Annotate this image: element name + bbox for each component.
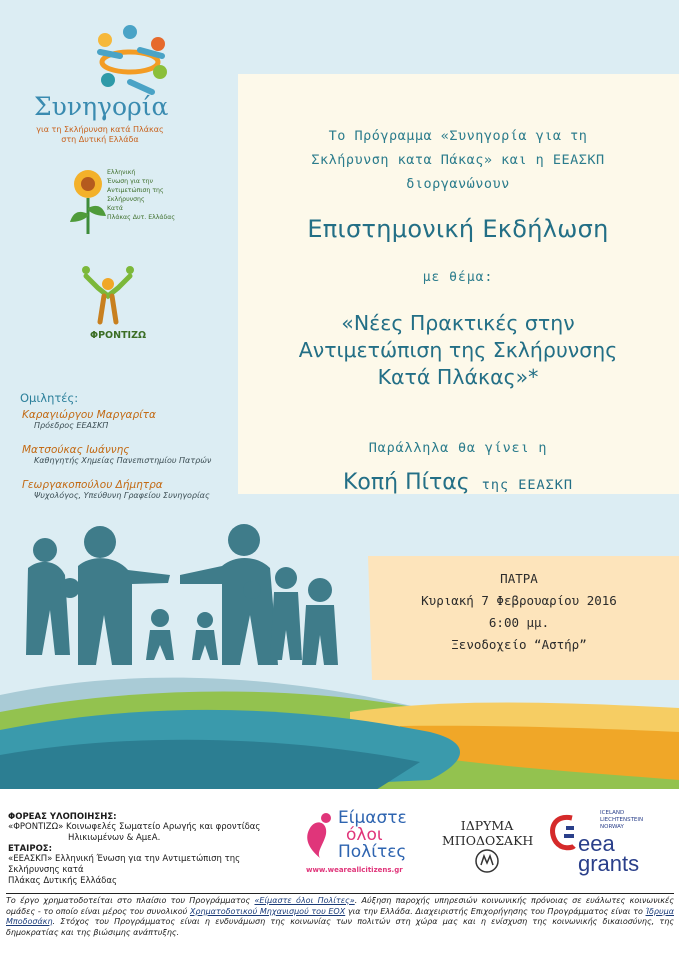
- bodossaki-logo: [442, 818, 532, 848]
- partner-text-line: Πλάκας Δυτικής Ελλάδας: [8, 876, 117, 886]
- event-city: ΠΑΤΡΑ: [500, 571, 538, 586]
- speaker-name: Καραγιώργου Μαργαρίτα: [22, 409, 156, 421]
- wearea-line: όλοι: [346, 825, 383, 845]
- partner-line: Ένωση για την: [107, 178, 153, 185]
- synigoria-logo-icon: [70, 22, 190, 102]
- pita-title: Κοπή Πίτας: [343, 470, 470, 495]
- weareallcitizens-link[interactable]: «Είμαστε όλοι Πολίτες»: [254, 896, 355, 905]
- footer-bodies: [8, 812, 270, 887]
- intro-text: [248, 124, 668, 196]
- wearea-line: Είμαστε: [338, 808, 407, 828]
- eea-country: LIECHTENSTEIN: [600, 817, 644, 823]
- bodossaki-link[interactable]: Ίδρυμα Μποδοσάκη: [6, 906, 674, 926]
- note-text: . Στόχος του Προγράμματος είναι η ενδυνάμωση της κοινωνίας των πολιτών στη χώρα μας και η ενίσχυση της κοινωνικής δικαιοσύνης, της δημοκρατίας και της βιώσιμης ανάπτυξης.: [6, 917, 674, 937]
- frontizo-logo-label: ΦΡΟΝΤΙΖΩ: [90, 330, 147, 341]
- eea-country: NORWAY: [600, 824, 624, 830]
- eea-grants-logo: [578, 831, 640, 876]
- funding-note: [6, 896, 674, 938]
- synigoria-logo-subtitle: για τη Σκλήρυνση κατά Πλάκας στη Δυτική Ελλάδα: [36, 125, 164, 144]
- partner-label: ΕΤΑΙΡΟΣ:: [8, 844, 53, 854]
- event-details: [376, 568, 662, 656]
- sunflower-icon: [66, 164, 108, 236]
- parallel-text: Παράλληλα θα γίνει η: [368, 440, 548, 456]
- partner-text-line: «ΕΕΑΣΚΠ» Ελληνική Ένωση για την Αντιμετώπιση της Σκλήρυνσης κατά: [8, 854, 241, 875]
- body-line: «ΦΡΟΝΤΙΖΩ» Κοινωφελές Σωματείο Αρωγής και φροντίδας: [8, 822, 261, 832]
- implementing-body-text: [8, 822, 270, 844]
- eea-countries: [600, 810, 643, 831]
- note-text: Το έργο χρηματοδοτείται στο πλαίσιο του Προγράμματος: [6, 896, 255, 905]
- partner-text: [8, 854, 270, 887]
- bodossaki-line: ΙΔΡΥΜΑ: [460, 818, 514, 833]
- event-theme-label: με θέμα:: [422, 270, 494, 285]
- speaker-item: [22, 479, 210, 500]
- partner-line: Κατά: [107, 205, 123, 212]
- synigoria-logo-title: Συνηγορία: [34, 92, 169, 121]
- implementing-body-label: ΦΟΡΕΑΣ ΥΛΟΠΟΙΗΣΗΣ:: [8, 812, 117, 822]
- body-line: Ηλικιωμένων & ΑμεΑ.: [68, 833, 161, 843]
- eea-mechanism-link[interactable]: Χρηματοδοτικού Μηχανισμού του ΕΟΧ: [189, 906, 346, 916]
- wearea-line: Πολίτες: [338, 842, 407, 862]
- partner-line: Σκλήρυνσης: [107, 196, 145, 203]
- event-title: Επιστημονική Εκδήλωση: [307, 215, 609, 243]
- intro-line: Σκλήρυνση κατα Πάκας» και η ΕΕΑΣΚΠ: [311, 152, 605, 168]
- speaker-name: Ματσούκας Ιωάννης: [22, 444, 130, 456]
- speaker-role: Ψυχολόγος, Υπεύθυνη Γραφείου Συνηγορίας: [34, 491, 210, 500]
- footer-divider: [6, 893, 674, 894]
- speaker-item: [22, 444, 211, 465]
- eea-country: ICELAND: [600, 810, 625, 816]
- talk-title: [248, 310, 668, 391]
- frontizo-logo-icon: [76, 262, 140, 328]
- bodossaki-emblem-icon: [474, 848, 500, 874]
- speaker-role: Καθηγητής Χημείας Πανεπιστημίου Πατρών: [34, 456, 212, 465]
- partner-logo-text: [107, 168, 175, 222]
- intro-line: διοργανώνουν: [406, 176, 510, 192]
- talk-line: Αντιμετώπιση της Σκλήρυνσης: [298, 338, 618, 362]
- eea-grants-icon: [546, 812, 576, 852]
- speaker-role: Πρόεδρος ΕΕΑΣΚΠ: [34, 421, 109, 430]
- note-text: για την Ελλάδα. Διαχειριστής Επιχορήγησης του Προγράμματος είναι το: [345, 906, 646, 916]
- talk-line: «Νέες Πρακτικές στην: [341, 311, 575, 335]
- event-time: 6:00 μμ.: [488, 615, 550, 630]
- bodossaki-line: ΜΠΟΔΟΣΑΚΗ: [442, 833, 534, 848]
- talk-line: Κατά Πλάκας»*: [377, 365, 539, 389]
- eea-word: eea: [578, 831, 615, 856]
- event-venue: Ξενοδοχείο “Αστήρ”: [451, 637, 587, 652]
- weareallcitizens-icon: [300, 808, 340, 868]
- weareallcitizens-url: www.weareallcitizens.gr: [306, 866, 403, 874]
- speakers-heading: Ομιλητές:: [20, 391, 79, 405]
- partner-line: Αντιμετώπιση της: [107, 187, 164, 194]
- note-text: . Αύξηση παροχής υπηρεσιών κοινωνικής πρόνοιας σε ευάλωτες κοινωνικές ομάδες - το οποίο είναι μέρος του συνολικού: [6, 896, 675, 916]
- weareallcitizens-logo: [338, 810, 407, 861]
- partner-line: Ελληνική: [107, 169, 136, 176]
- partner-line: Πλάκας Δυτ. Ελλάδας: [107, 214, 175, 221]
- eea-word: grants: [578, 851, 640, 876]
- speaker-name: Γεωργακοπούλου Δήμητρα: [22, 479, 163, 491]
- speaker-item: [22, 409, 156, 430]
- event-date: Κυριακή 7 Φεβρουαρίου 2016: [421, 593, 617, 608]
- intro-line: Το Πρόγραμμα «Συνηγορία για τη: [328, 128, 588, 144]
- pita-org: της ΕΕΑΣΚΠ: [481, 477, 573, 493]
- pita-row: [248, 470, 668, 495]
